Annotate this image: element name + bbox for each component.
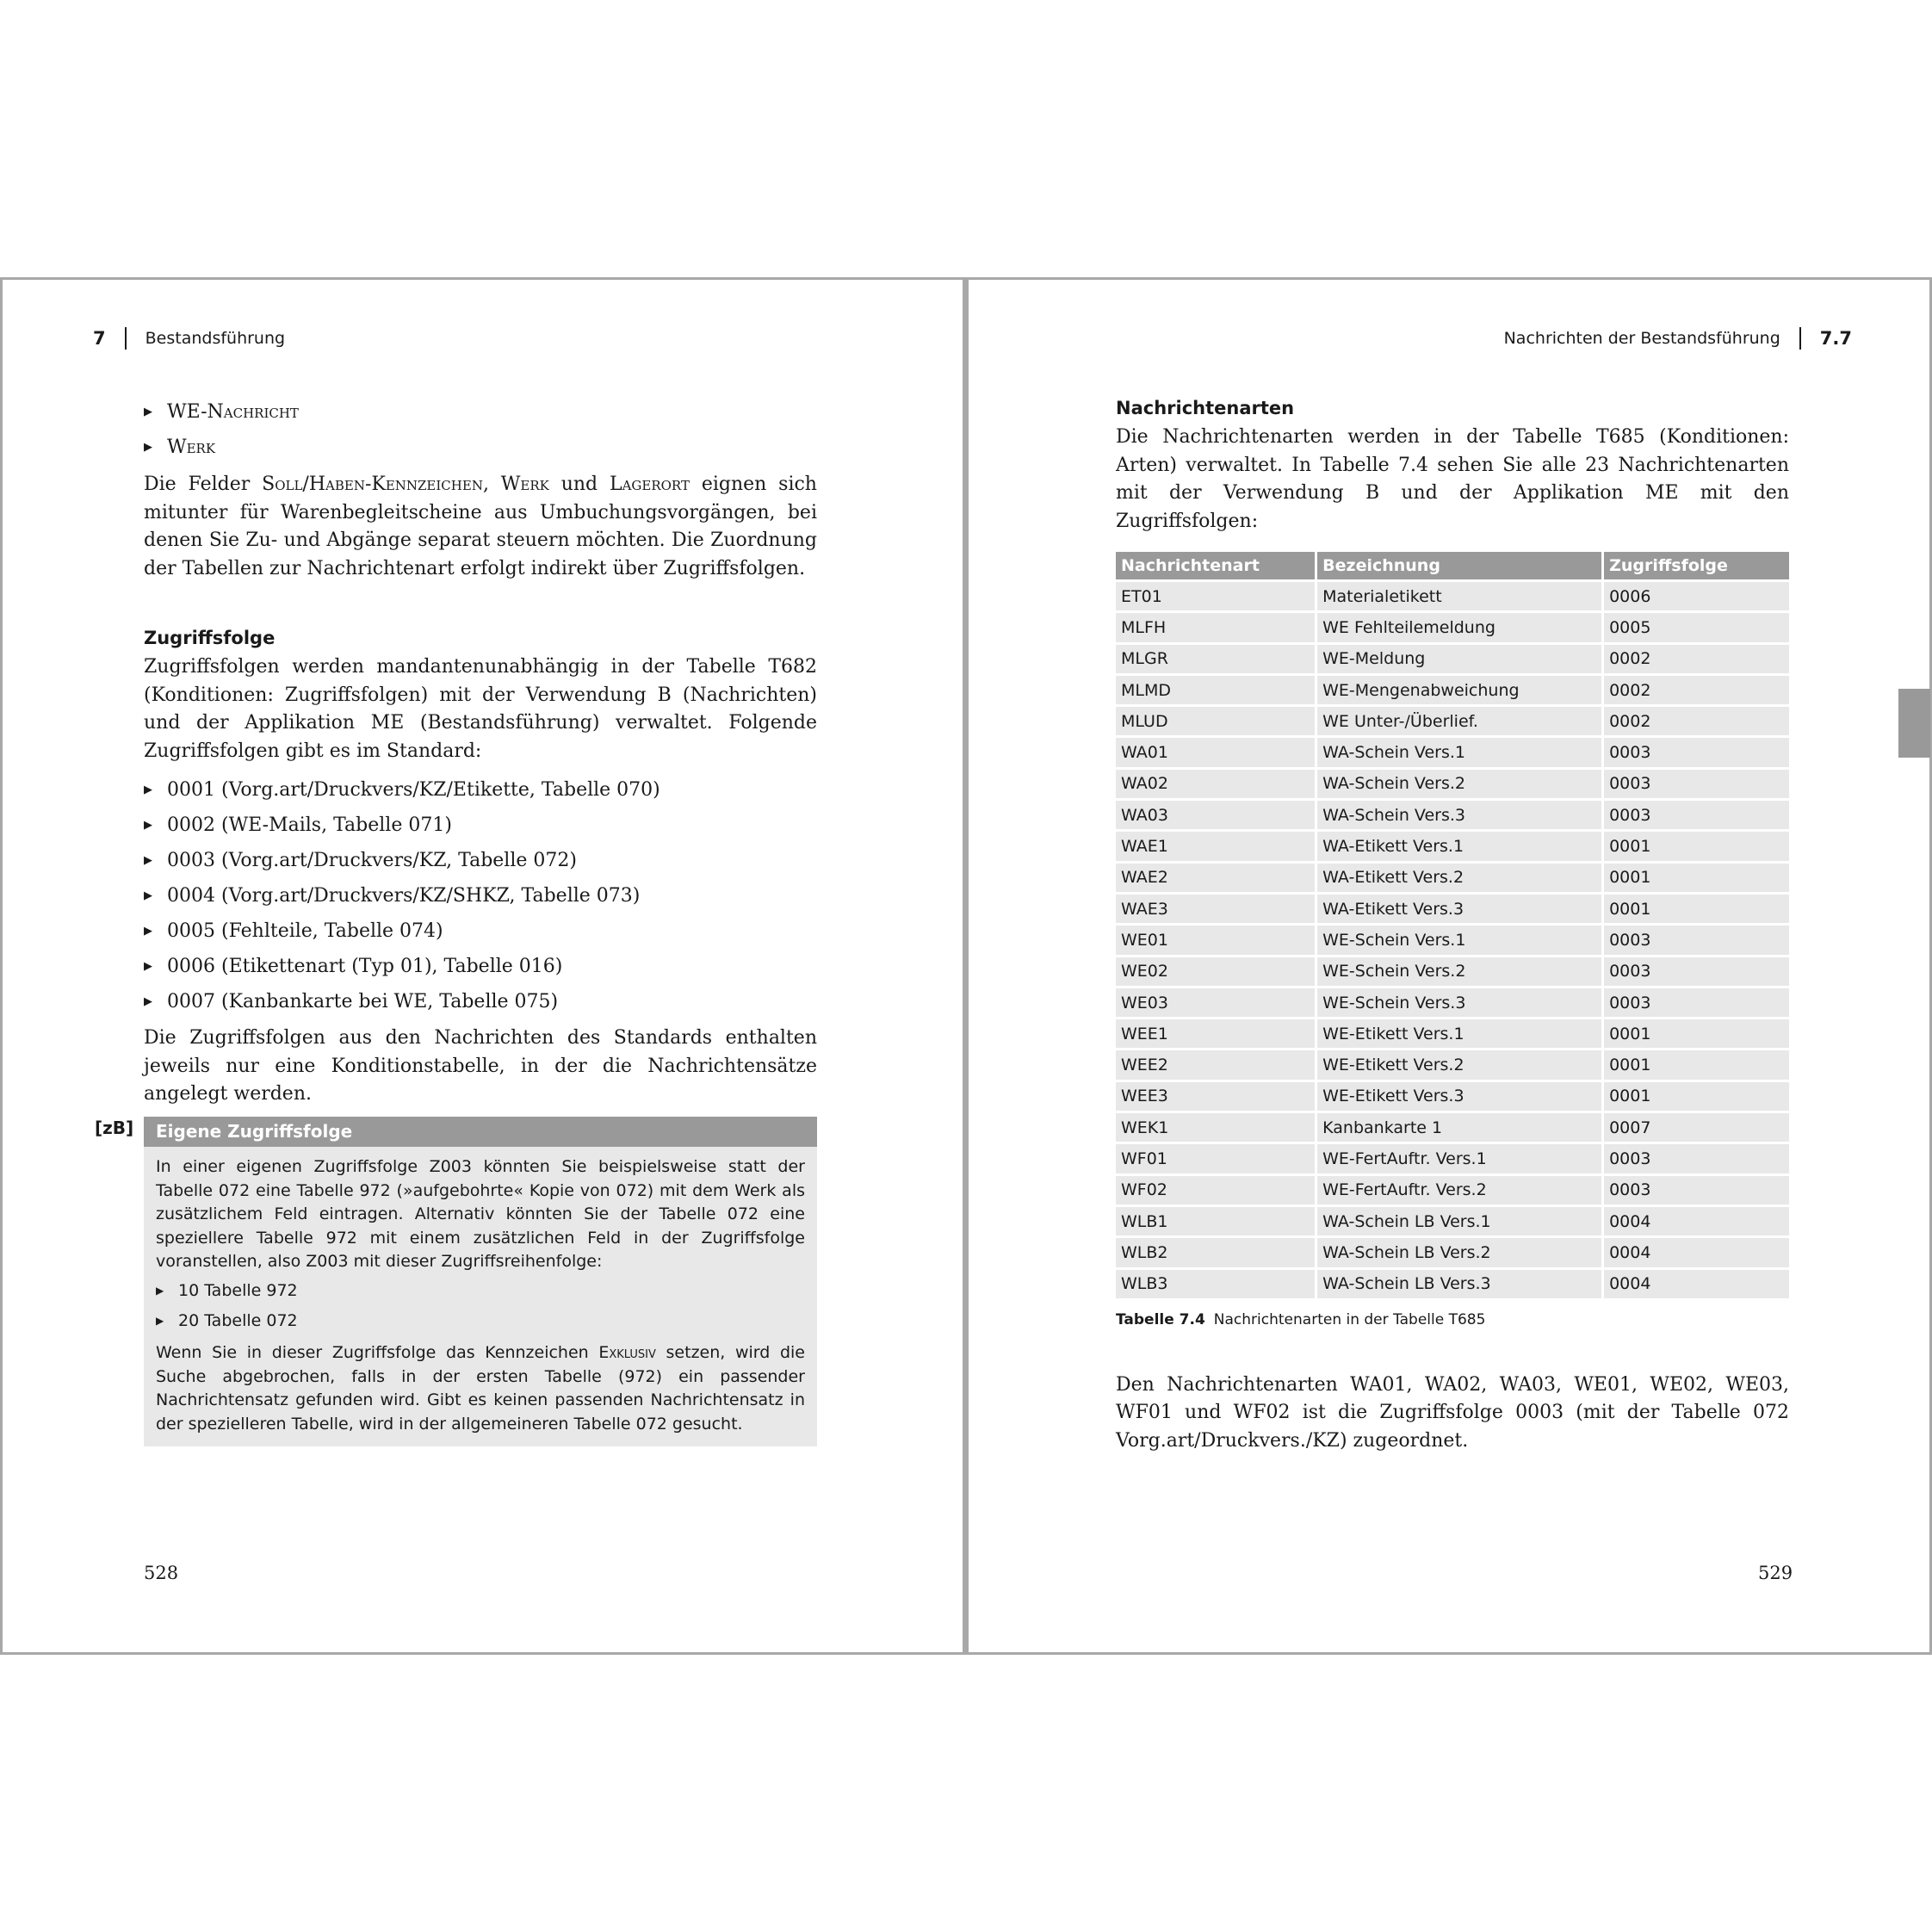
list-item: ▶ 0003 (Vorg.art/Druckvers/KZ, Tabelle 072) bbox=[144, 843, 817, 878]
chapter-thumb-tab bbox=[1898, 689, 1930, 758]
bullet-triangle-icon: ▶ bbox=[144, 925, 152, 938]
table-cell: WE-FertAuftr. Vers.1 bbox=[1317, 1144, 1601, 1173]
table-cell: WE-FertAuftr. Vers.2 bbox=[1317, 1176, 1601, 1204]
bullet-triangle-icon: ▶ bbox=[144, 995, 152, 1008]
table-cell: WA-Etikett Vers.2 bbox=[1317, 864, 1601, 892]
chapter-title: Bestandsführung bbox=[145, 329, 286, 348]
table-row bbox=[1116, 707, 1789, 735]
table-cell: 0002 bbox=[1604, 707, 1789, 735]
table-cell: WE-Etikett Vers.1 bbox=[1317, 1019, 1601, 1048]
table-cell: WA-Schein LB Vers.3 bbox=[1317, 1270, 1601, 1298]
table-cell: WE-Schein Vers.2 bbox=[1317, 957, 1601, 986]
table-cell: 0007 bbox=[1604, 1113, 1789, 1142]
table-cell: 0001 bbox=[1604, 1050, 1789, 1079]
header-divider bbox=[1799, 327, 1801, 350]
bullet-triangle-icon: ▶ bbox=[144, 406, 152, 418]
table-row bbox=[1116, 832, 1789, 860]
list-item: ▶ WE-Nachricht bbox=[144, 394, 817, 430]
table-cell: WLB2 bbox=[1116, 1238, 1315, 1266]
book-gutter bbox=[963, 277, 969, 1655]
table-row bbox=[1116, 770, 1789, 798]
table-row bbox=[1116, 613, 1789, 641]
table-row bbox=[1116, 1144, 1789, 1173]
access-sequence-list bbox=[144, 772, 817, 1019]
table-cell: MLUD bbox=[1116, 707, 1315, 735]
table-cell: WLB3 bbox=[1116, 1270, 1315, 1298]
table-row bbox=[1116, 738, 1789, 766]
table-cell: WF02 bbox=[1116, 1176, 1315, 1204]
table-row bbox=[1116, 1176, 1789, 1204]
table-cell: WE-Etikett Vers.2 bbox=[1317, 1050, 1601, 1079]
table-cell: 0003 bbox=[1604, 738, 1789, 766]
table-row bbox=[1116, 1019, 1789, 1048]
right-text-column bbox=[1116, 394, 1789, 1455]
table-cell: 0004 bbox=[1604, 1270, 1789, 1298]
list-item: ▶ 0005 (Fehlteile, Tabelle 074) bbox=[144, 913, 817, 949]
closing-paragraph: Die Zugriffsfolgen aus den Nachrichten des Standards enthalten jeweils nur eine Konditionstabelle, in der die Nachrichtensätze angelegt werden. bbox=[144, 1027, 817, 1105]
table-cell: MLGR bbox=[1116, 645, 1315, 673]
table-cell: 0001 bbox=[1604, 1019, 1789, 1048]
column-header: Nachrichtenart bbox=[1116, 552, 1315, 579]
info-box-title: Eigene Zugriffsfolge bbox=[144, 1117, 817, 1147]
table-cell: 0002 bbox=[1604, 676, 1789, 704]
example-tag: [zB] bbox=[95, 1118, 134, 1138]
table-cell: 0004 bbox=[1604, 1207, 1789, 1235]
table-cell: WE03 bbox=[1116, 988, 1315, 1017]
bullet-triangle-icon: ▶ bbox=[144, 783, 152, 796]
table-row bbox=[1116, 801, 1789, 829]
page-number-right: 529 bbox=[1758, 1563, 1793, 1583]
table-cell: 0001 bbox=[1604, 832, 1789, 860]
table-cell: 0003 bbox=[1604, 1176, 1789, 1204]
table-cell: WE Fehlteilemeldung bbox=[1317, 613, 1601, 641]
left-text-column bbox=[144, 394, 817, 1109]
list-item: ▶ 0007 (Kanbankarte bei WE, Tabelle 075) bbox=[144, 984, 817, 1019]
table-row bbox=[1116, 1238, 1789, 1266]
table-cell: WA-Etikett Vers.1 bbox=[1317, 832, 1601, 860]
table-cell: WE-Mengenabweichung bbox=[1317, 676, 1601, 704]
table-row bbox=[1116, 1113, 1789, 1142]
table-cell: Kanbankarte 1 bbox=[1317, 1113, 1601, 1142]
table-cell: 0004 bbox=[1604, 1238, 1789, 1266]
list-item: ▶ 0002 (WE-Mails, Tabelle 071) bbox=[144, 808, 817, 843]
intro-paragraph: Die Felder Soll/Haben-Kennzeichen, Werk und Lagerort eignen sich mitunter für Warenbegleitscheine aus Umbuchungsvorgängen, bei denen Sie Zu- und Abgänge separat steuern möchten. Die Zuordnung der Tabellen zur Nachrichtenart erfolgt indirekt über Zugriffsfolgen. bbox=[144, 474, 817, 579]
section-paragraph: Zugriffsfolgen werden mandantenunabhängig in der Tabelle T682 (Konditionen: Zugriffsfolgen) mit der Verwendung B (Nachrichten) und der Applikation ME (Bestandsführung) verwaltet. Folgende Zugriffsfolgen gibt es im Standard: bbox=[144, 656, 817, 762]
table-cell: 0003 bbox=[1604, 988, 1789, 1017]
section-title: Nachrichten der Bestandsführung bbox=[1503, 329, 1780, 348]
table-cell: WA-Etikett Vers.3 bbox=[1317, 895, 1601, 923]
table-cell: WAE1 bbox=[1116, 832, 1315, 860]
table-cell: WA-Schein Vers.2 bbox=[1317, 770, 1601, 798]
table-cell: WA-Schein Vers.1 bbox=[1317, 738, 1601, 766]
list-item: ▶ 0006 (Etikettenart (Typ 01), Tabelle 016) bbox=[144, 949, 817, 984]
table-cell: WE-Etikett Vers.3 bbox=[1317, 1082, 1601, 1111]
list-item: ▶ 10 Tabelle 972 bbox=[156, 1276, 805, 1306]
table-cell: WE Unter-/Überlief. bbox=[1317, 707, 1601, 735]
right-running-header bbox=[1504, 327, 1852, 350]
table-row bbox=[1116, 864, 1789, 892]
table-cell: 0003 bbox=[1604, 801, 1789, 829]
table-cell: 0002 bbox=[1604, 645, 1789, 673]
section-heading: Nachrichtenarten bbox=[1116, 398, 1295, 418]
table-cell: MLMD bbox=[1116, 676, 1315, 704]
table-row bbox=[1116, 676, 1789, 704]
bullet-triangle-icon: ▶ bbox=[144, 854, 152, 867]
info-box-paragraph: In einer eigenen Zugriffsfolge Z003 könnten Sie beispielsweise statt der Tabelle 072 eine Tabelle 972 (»aufgebohrte« Kopie von 072) mit dem Werk als zusätzlichem Feld eintragen. Alternativ könnten Sie der Tabelle 072 eine speziellere Tabelle 972 mit einem zusätzlichen Feld in der Zugriffsfolge voranstellen, also Z003 mit dieser Zugriffsreihenfolge: bbox=[156, 1157, 805, 1272]
bullet-triangle-icon: ▶ bbox=[156, 1314, 164, 1327]
closing-paragraph: Den Nachrichtenarten WA01, WA02, WA03, WE01, WE02, WE03, WF01 und WF02 ist die Zugriffsfolge 0003 (mit der Tabelle 072 Vorg.art/Druckvers./KZ) zugeordnet. bbox=[1116, 1373, 1789, 1452]
table-cell: Materialetikett bbox=[1317, 582, 1601, 610]
section-number: 7.7 bbox=[1819, 328, 1852, 349]
bullet-triangle-icon: ▶ bbox=[156, 1284, 164, 1297]
table-cell: WAE2 bbox=[1116, 864, 1315, 892]
table-header-row bbox=[1116, 552, 1789, 579]
table-cell: WE-Schein Vers.3 bbox=[1317, 988, 1601, 1017]
info-box bbox=[144, 1117, 817, 1446]
table-row bbox=[1116, 1207, 1789, 1235]
table-cell: 0001 bbox=[1604, 864, 1789, 892]
table-cell: MLFH bbox=[1116, 613, 1315, 641]
table-cell: 0003 bbox=[1604, 770, 1789, 798]
intro-paragraph: Die Nachrichtenarten werden in der Tabelle T685 (Konditionen: Arten) verwaltet. In Tabelle 7.4 sehen Sie alle 23 Nachrichtenarten mit der Verwendung B und der Applikation ME mit den Zugriffsfolgen: bbox=[1116, 426, 1789, 532]
bullet-triangle-icon: ▶ bbox=[144, 960, 152, 973]
table-cell: ET01 bbox=[1116, 582, 1315, 610]
bullet-triangle-icon: ▶ bbox=[144, 889, 152, 902]
table-cell: 0005 bbox=[1604, 613, 1789, 641]
table-cell: 0001 bbox=[1604, 895, 1789, 923]
table-cell: WAE3 bbox=[1116, 895, 1315, 923]
table-cell: WEE3 bbox=[1116, 1082, 1315, 1111]
table-row bbox=[1116, 988, 1789, 1017]
table-cell: WEE2 bbox=[1116, 1050, 1315, 1079]
table-row bbox=[1116, 926, 1789, 954]
header-divider bbox=[125, 327, 127, 350]
table-row bbox=[1116, 1082, 1789, 1111]
message-types-table bbox=[1113, 549, 1792, 1301]
table-cell: 0003 bbox=[1604, 926, 1789, 954]
table-row bbox=[1116, 1050, 1789, 1079]
table-cell: 0003 bbox=[1604, 957, 1789, 986]
column-header: Zugriffsfolge bbox=[1604, 552, 1789, 579]
table-cell: WE02 bbox=[1116, 957, 1315, 986]
section-heading: Zugriffsfolge bbox=[144, 628, 276, 648]
table-row bbox=[1116, 1270, 1789, 1298]
table-cell: WA01 bbox=[1116, 738, 1315, 766]
table-cell: WA-Schein LB Vers.2 bbox=[1317, 1238, 1601, 1266]
table-cell: WE-Meldung bbox=[1317, 645, 1601, 673]
table-cell: WEK1 bbox=[1116, 1113, 1315, 1142]
page-number-left: 528 bbox=[144, 1563, 179, 1583]
table-cell: WA02 bbox=[1116, 770, 1315, 798]
bullet-triangle-icon: ▶ bbox=[144, 441, 152, 454]
table-cell: WA-Schein Vers.3 bbox=[1317, 801, 1601, 829]
table-row bbox=[1116, 895, 1789, 923]
table-cell: WE01 bbox=[1116, 926, 1315, 954]
table-cell: WEE1 bbox=[1116, 1019, 1315, 1048]
list-item: ▶ 0001 (Vorg.art/Druckvers/KZ/Etikette, Tabelle 070) bbox=[144, 772, 817, 808]
table-cell: WA-Schein LB Vers.1 bbox=[1317, 1207, 1601, 1235]
table-row bbox=[1116, 957, 1789, 986]
chapter-number: 7 bbox=[93, 328, 106, 349]
column-header: Bezeichnung bbox=[1317, 552, 1601, 579]
left-running-header bbox=[93, 327, 285, 350]
table-row bbox=[1116, 645, 1789, 673]
table-body bbox=[1116, 582, 1789, 1298]
table-cell: WA03 bbox=[1116, 801, 1315, 829]
list-item: ▶ 0004 (Vorg.art/Druckvers/KZ/SHKZ, Tabelle 073) bbox=[144, 878, 817, 913]
bullet-triangle-icon: ▶ bbox=[144, 819, 152, 832]
info-box-content bbox=[144, 1147, 817, 1446]
table-cell: 0006 bbox=[1604, 582, 1789, 610]
table-cell: 0003 bbox=[1604, 1144, 1789, 1173]
list-item: ▶ 20 Tabelle 072 bbox=[156, 1306, 805, 1336]
table-caption: Tabelle 7.4 Nachrichtenarten in der Tabelle T685 bbox=[1116, 1310, 1486, 1328]
table-row bbox=[1116, 582, 1789, 610]
table-cell: WF01 bbox=[1116, 1144, 1315, 1173]
table-cell: WE-Schein Vers.1 bbox=[1317, 926, 1601, 954]
list-item: ▶ Werk bbox=[144, 430, 817, 465]
table-cell: 0001 bbox=[1604, 1082, 1789, 1111]
info-box-paragraph: Wenn Sie in dieser Zugriffsfolge das Kennzeichen Exklusiv setzen, wird die Suche abgebrochen, falls in der ersten Tabelle (972) ein passender Nachrichtensatz gefunden wird. Gibt es keinen passenden Nachrichtensatz in der spezielleren Tabelle, wird in der allgemeineren Tabelle 072 gesucht. bbox=[156, 1342, 806, 1434]
table-cell: WLB1 bbox=[1116, 1207, 1315, 1235]
